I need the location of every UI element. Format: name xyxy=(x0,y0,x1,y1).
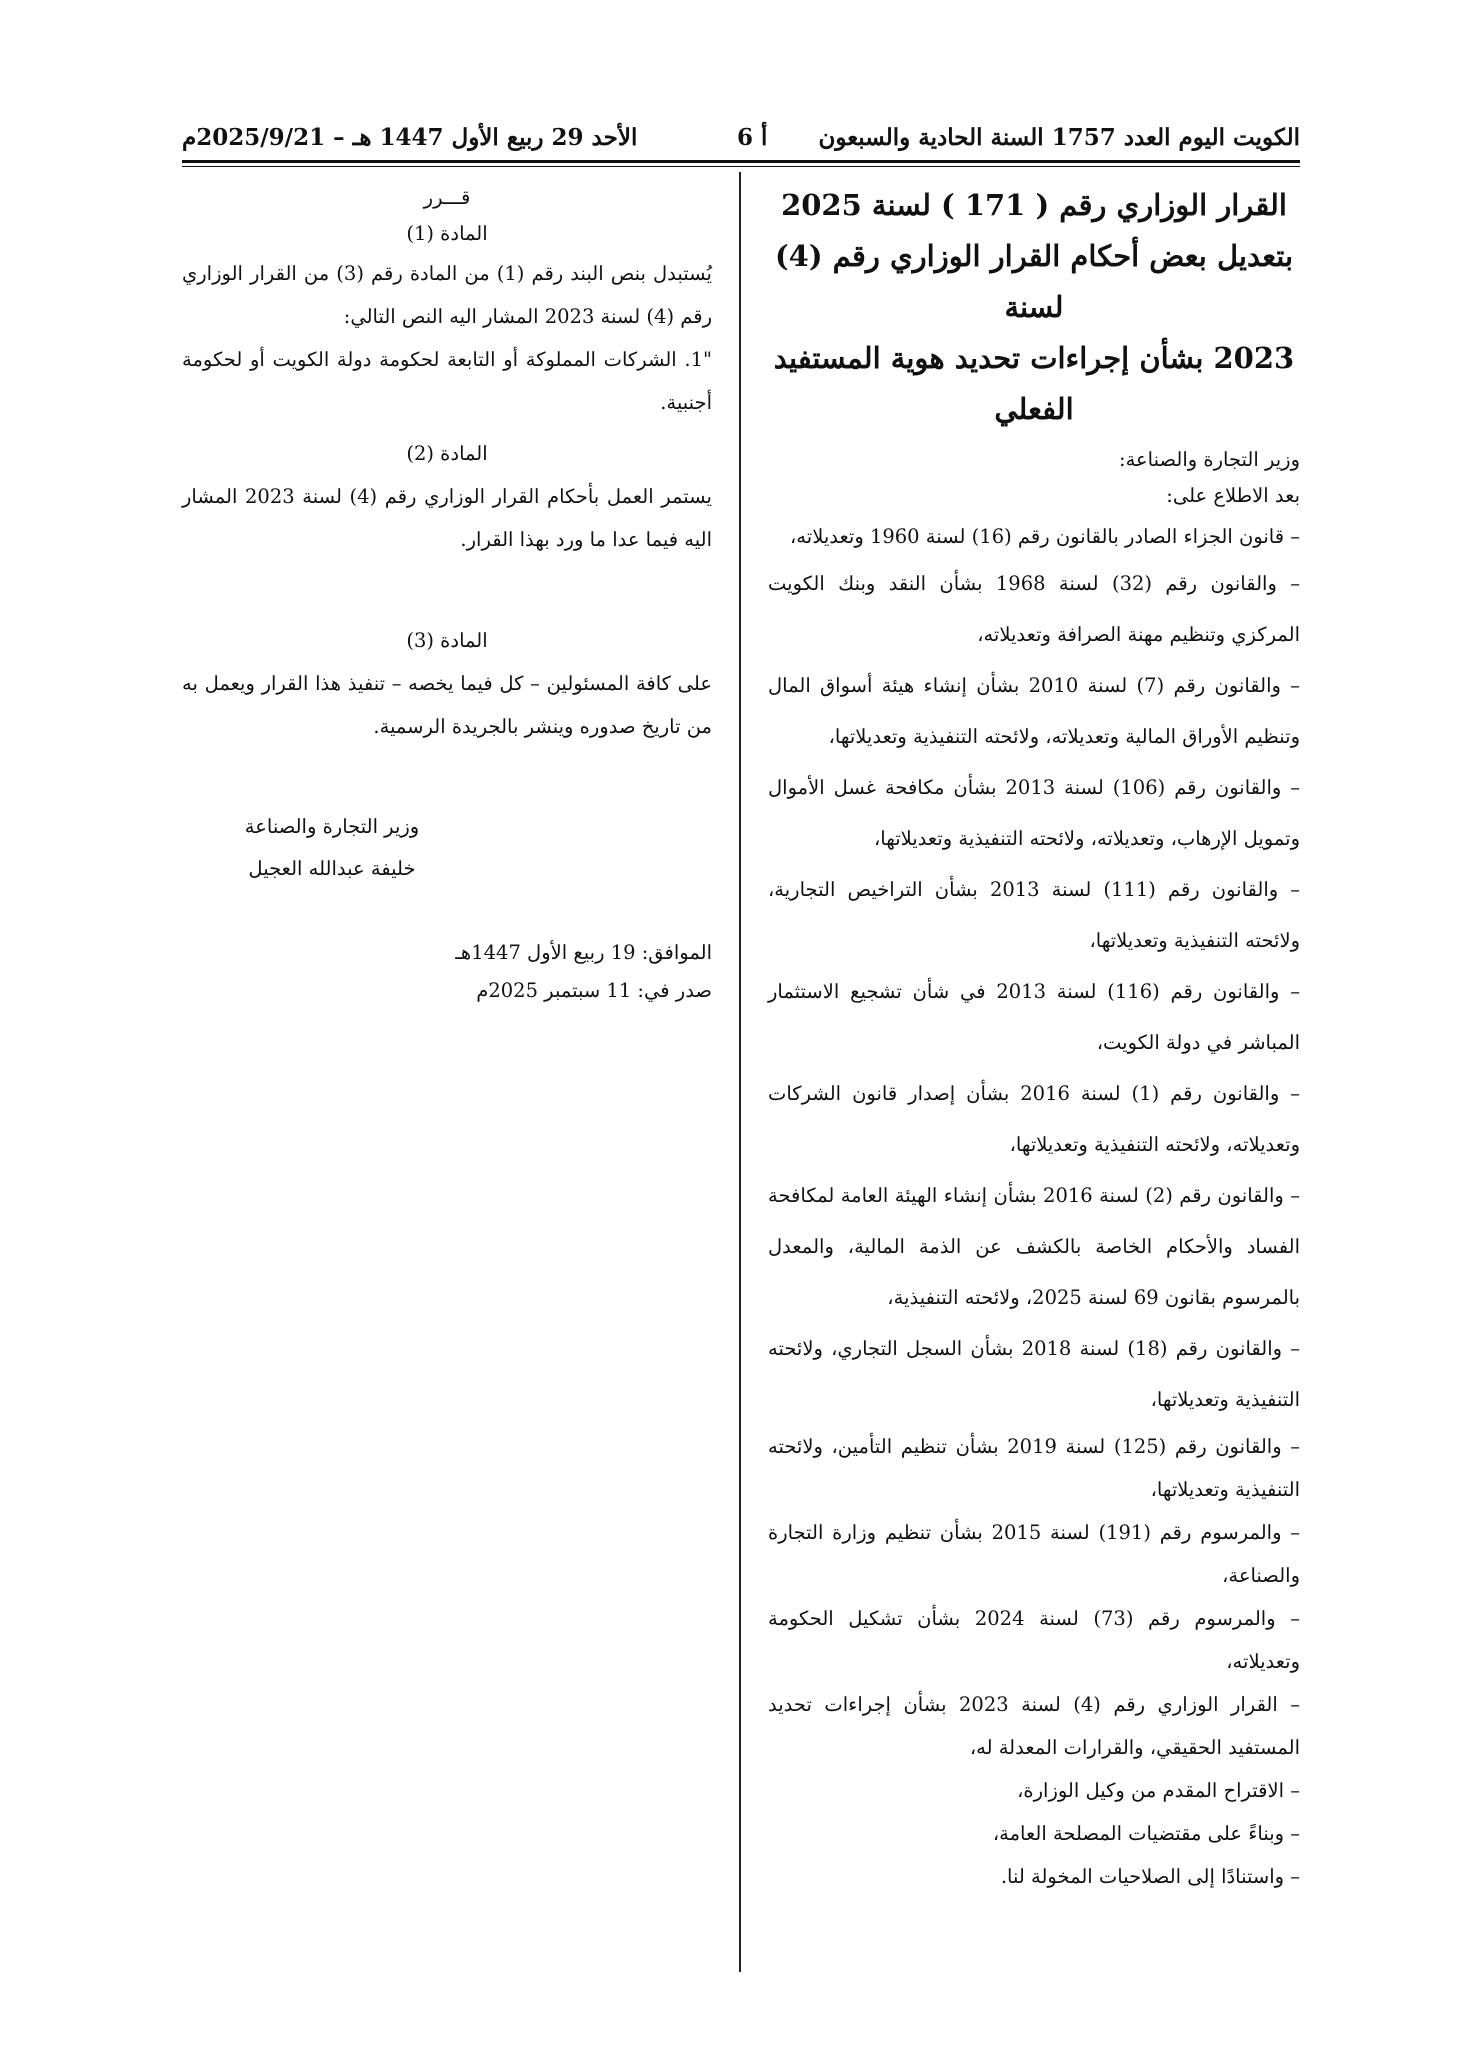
decision-title-line-1: القرار الوزاري رقم ( 171 ) لسنة 2025 xyxy=(781,188,1287,222)
clause-item: – والقانون رقم (116) لسنة 2013 في شأن تشجيع الاستثمار المباشر في دولة الكويت، xyxy=(768,980,1300,1054)
clause-item: – والقانون رقم (2) لسنة 2016 بشأن إنشاء الهيئة العامة لمكافحة الفساد والأحكام الخاصة بالكشف عن الذمة المالية، والمعدل بالمرسوم بقانون 69 لسنة 2025، ولائحته التنفيذية، xyxy=(768,1184,1300,1309)
page-header xyxy=(182,118,1300,158)
clause-item: – والمرسوم رقم (73) لسنة 2024 بشأن تشكيل الحكومة وتعديلاته، xyxy=(768,1607,1300,1673)
header-rule-thin xyxy=(182,166,1300,167)
article-2-title: المادة (2) xyxy=(406,442,488,465)
issued-date: صدر في: 11 سبتمبر 2025م xyxy=(476,979,712,1002)
header-rule-thick xyxy=(182,160,1300,163)
clause-item: – والقانون رقم (7) لسنة 2010 بشأن إنشاء هيئة أسواق المال وتنظيم الأوراق المالية وتعديلاته، ولائحته التنفيذية وتعديلاتها، xyxy=(768,674,1300,748)
clause-item: – والقانون رقم (32) لسنة 1968 بشأن النقد وبنك الكويت المركزي وتنظيم مهنة الصرافة وتعديلاته، xyxy=(768,572,1300,646)
decision-title-line-2: بتعديل بعض أحكام القرار الوزاري رقم (4) لسنة xyxy=(774,239,1294,324)
signer-name: خليفة عبدالله العجيل xyxy=(248,857,416,880)
left-column xyxy=(182,180,712,1010)
article-3-title: المادة (3) xyxy=(406,629,488,652)
article-2-text: يستمر العمل بأحكام القرار الوزاري رقم (4) لسنة 2023 المشار اليه فيما عدا ما ورد بهذا القرار. xyxy=(182,485,712,551)
clause-item: – والقانون رقم (111) لسنة 2013 بشأن التراخيص التجارية، ولائحته التنفيذية وتعديلاتها، xyxy=(768,878,1301,952)
header-date: الأحد 29 ربيع الأول 1447 هـ – 2025/9/21م xyxy=(182,124,638,151)
signature-block xyxy=(182,806,482,890)
decision-word: قـــرر xyxy=(423,186,471,209)
issuer-line: وزير التجارة والصناعة: xyxy=(1119,448,1300,471)
header-page-number: أ 6 xyxy=(737,124,768,151)
preamble-line: بعد الاطلاع على: xyxy=(1166,484,1300,507)
clause-item: – واستنادًا إلى الصلاحيات المخولة لنا. xyxy=(1000,1865,1300,1888)
header-gazette-info: الكويت اليوم العدد 1757 السنة الحادية والسبعون xyxy=(818,124,1300,151)
clause-item: – والمرسوم رقم (191) لسنة 2015 بشأن تنظيم وزارة التجارة والصناعة، xyxy=(768,1521,1301,1587)
clause-item: – والقانون رقم (1) لسنة 2016 بشأن إصدار قانون الشركات وتعديلاته، ولائحته التنفيذية وتعديلاتها، xyxy=(768,1082,1301,1156)
clause-item: – والقانون رقم (106) لسنة 2013 بشأن مكافحة غسل الأموال وتمويل الإرهاب، وتعديلاته، ولائحته التنفيذية وتعديلاتها، xyxy=(768,776,1300,850)
article-1-title: المادة (1) xyxy=(406,222,488,245)
decision-title-line-3: 2023 بشأن إجراءات تحديد هوية المستفيد الفعلي xyxy=(773,341,1295,426)
article-1-text: يُستبدل بنص البند رقم (1) من المادة رقم (3) من القرار الوزاري رقم (4) لسنة 2023 المشار اليه النص التالي: xyxy=(182,262,712,328)
right-column xyxy=(768,180,1300,1898)
clause-item: – والقانون رقم (18) لسنة 2018 بشأن السجل التجاري، ولائحته التنفيذية وتعديلاتها، xyxy=(768,1337,1300,1411)
column-divider xyxy=(739,172,741,1972)
signer-title: وزير التجارة والصناعة xyxy=(244,815,420,838)
article-1-quote: "1. الشركات المملوكة أو التابعة لحكومة دولة الكويت أو لحكومة أجنبية. xyxy=(182,348,712,414)
hijri-date: الموافق: 19 ربيع الأول 1447هـ xyxy=(455,941,712,964)
article-3-text: على كافة المسئولين – كل فيما يخصه – تنفيذ هذا القرار ويعمل به من تاريخ صدوره وينشر بالجريدة الرسمية. xyxy=(182,672,712,738)
clause-item: – وبناءً على مقتضيات المصلحة العامة، xyxy=(992,1822,1300,1845)
clause-item: – القرار الوزاري رقم (4) لسنة 2023 بشأن إجراءات تحديد المستفيد الحقيقي، والقرارات المعدلة له، xyxy=(768,1693,1301,1759)
clause-item: – والقانون رقم (125) لسنة 2019 بشأن تنظيم التأمين، ولائحته التنفيذية وتعديلاتها، xyxy=(768,1435,1300,1501)
clause-item: – الاقتراح المقدم من وكيل الوزارة، xyxy=(1017,1779,1300,1802)
clause-item: – قانون الجزاء الصادر بالقانون رقم (16) لسنة 1960 وتعديلاته، xyxy=(790,525,1300,548)
